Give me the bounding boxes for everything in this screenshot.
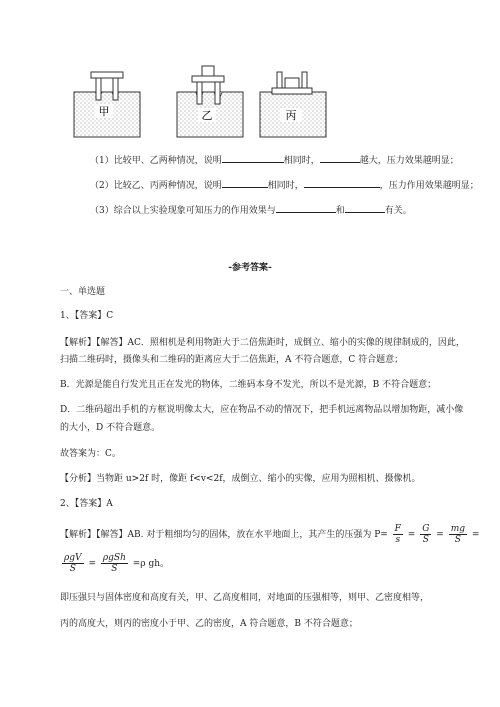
equals-sign: = xyxy=(88,559,96,569)
q1-text-c: 越大，压力效果越明显； xyxy=(359,156,459,166)
frac-den: S xyxy=(69,564,76,574)
q1-text-b: 相同时， xyxy=(283,156,320,166)
equals-sign: = xyxy=(471,530,480,540)
answer-2-line-4: 丙的高度大，则丙的密度小于甲、乙的密度，A 符合题意，B 不符合题意； xyxy=(60,619,358,629)
fraction-f-over-s xyxy=(393,524,403,545)
q1-blank-1 xyxy=(222,153,284,163)
answer-2-line-1 xyxy=(60,524,479,545)
q2-blank-1 xyxy=(222,178,268,188)
answer-1-line-5: 的大小，D 不符合题意。 xyxy=(60,423,161,433)
q3-blank-2 xyxy=(345,203,385,213)
q1-text-a: （1）比较甲、乙两种情况，说明 xyxy=(90,156,222,166)
frac-den: S xyxy=(454,535,461,545)
answer-1-line-3: B．光源是能自行发光且正在发光的物体，二维码本身不发光，所以不是光源，B 不符合题意； xyxy=(60,380,437,390)
answer-1-line-1: 【解析】【解答】AC．照相机是利用物距大于二倍焦距时，成倒立、缩小的实像的规律制成的，因此， xyxy=(60,338,465,348)
answer-2-text-1: 【解析】【解答】AB. 对于粗细均匀的固体，放在水平地面上，其产生的压强为 P= xyxy=(60,530,388,540)
q1-blank-2 xyxy=(320,153,360,163)
q3-text-a: （3）综合以上实验现象可知压力的作用效果与 xyxy=(90,206,276,216)
fraction-rhogv-over-s xyxy=(62,553,84,574)
q2-text-b: 相同时， xyxy=(267,181,304,191)
fraction-g-over-s xyxy=(420,524,431,545)
frac-num: ρgV xyxy=(64,553,82,563)
q3-blank-1 xyxy=(276,203,336,213)
q3-text-b: 和 xyxy=(335,206,345,216)
answer-1-line-2: 扫描二维码时，摄像头和二维码的距离应大于二倍焦距，A 不符合题意，C 符合题意； xyxy=(60,355,404,365)
pressure-experiment-figure xyxy=(72,62,372,142)
equals-sign: = xyxy=(436,530,444,540)
frac-den: S xyxy=(422,535,429,545)
answer-2-formula-tail: =ρ gh。 xyxy=(132,559,170,569)
figure-label-yi: 乙 xyxy=(201,109,213,122)
section-heading: 一、单选题 xyxy=(60,287,106,297)
frac-num: F xyxy=(394,524,401,534)
frac-num: ρgSh xyxy=(102,553,126,563)
answer-2-line-2 xyxy=(60,553,169,574)
q2-blank-2 xyxy=(304,178,380,188)
answers-title: -参考答案- xyxy=(228,263,272,273)
equals-sign: = xyxy=(407,530,416,540)
figure-label-jia: 甲 xyxy=(98,105,110,118)
setup-yi xyxy=(177,66,243,137)
answer-1-line-4: D．二维码超出手机的方框说明像太大，应在物品不动的情况下，把手机远离物品以增加物距，减小像 xyxy=(60,405,464,415)
answer-1-line-7: 【分析】当物距 u>2f 时，像距 f<v<2f，成倒立、缩小的实像，应用为照相机、摄像机。 xyxy=(60,474,421,484)
question-1 xyxy=(90,153,459,167)
figure-label-bing: 丙 xyxy=(285,109,297,122)
question-2 xyxy=(90,178,479,192)
q3-text-c: 有关。 xyxy=(384,206,412,216)
frac-num: mg xyxy=(450,524,466,534)
answer-1-line-6: 故答案为：C。 xyxy=(60,449,121,459)
q2-text-a: （2）比较乙、丙两种情况，说明 xyxy=(90,181,222,191)
fraction-mg-over-s xyxy=(449,524,467,545)
answer-1-head: 1、【答案】C xyxy=(60,311,114,321)
frac-den: S xyxy=(111,564,118,574)
fraction-rhogsh-over-s xyxy=(101,553,128,574)
setup-bing xyxy=(260,72,326,137)
answer-2-head: 2、【答案】A xyxy=(60,499,113,509)
question-3 xyxy=(90,203,412,217)
answer-2-line-3: 即压强只与固体密度和高度有关，甲、乙高度相同，对地面的压强相等，则甲、乙密度相等， xyxy=(60,593,430,603)
q2-text-c: ，压力作用效果越明显； xyxy=(379,181,479,191)
frac-num: G xyxy=(422,524,430,534)
frac-den: s xyxy=(395,535,401,545)
